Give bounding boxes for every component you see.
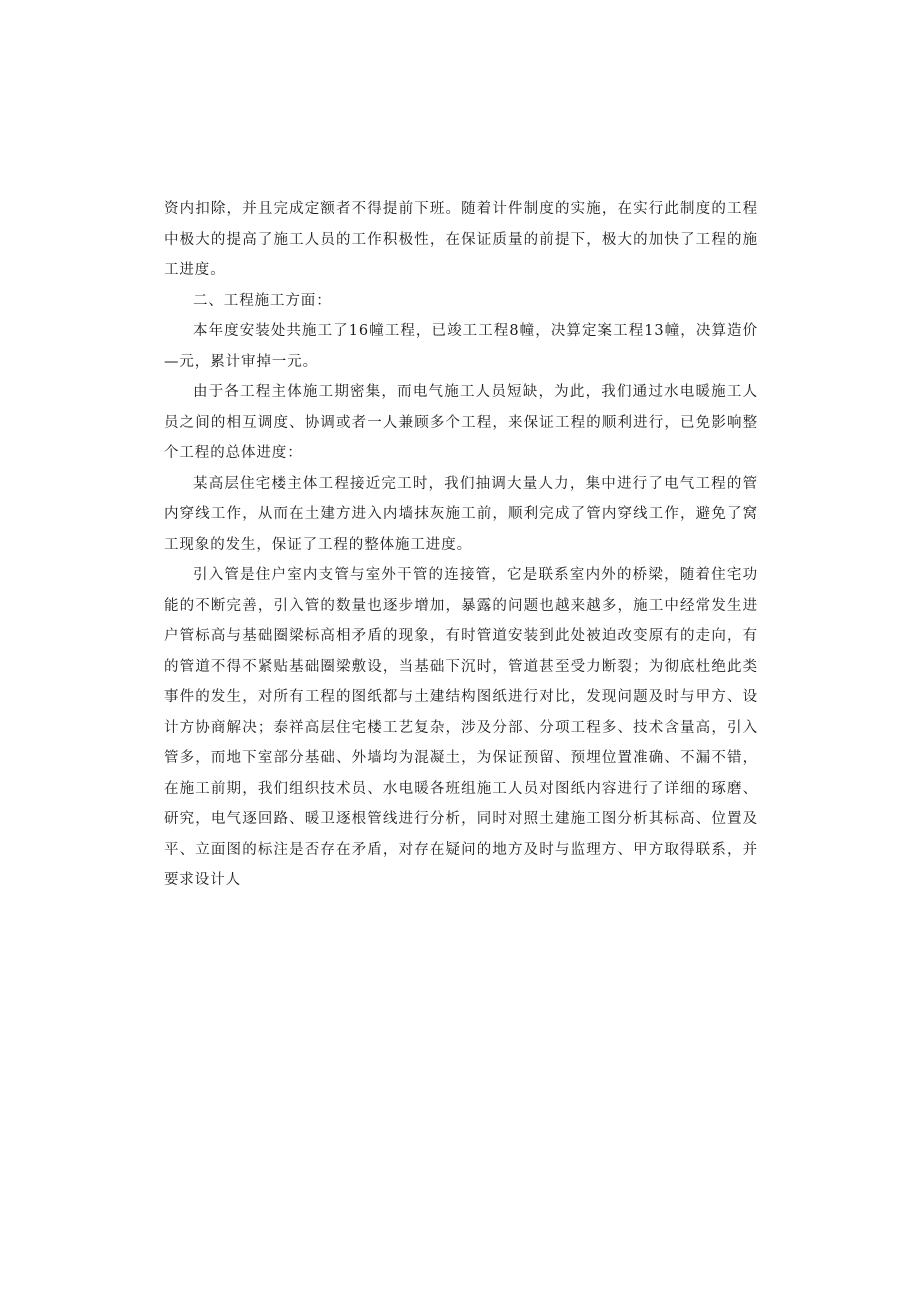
paragraph-staff-scheduling: 由于各工程主体施工期密集，而电气施工人员短缺，为此，我们通过水电暖施工人员之间的相互调度、协调或者一人兼顾多个工程，来保证工程的顺利进行，已免影响整个工程的总体进度： <box>164 384 758 461</box>
body-text <box>164 194 758 896</box>
section-heading-construction: 二、工程施工方面： <box>193 292 332 309</box>
paragraph-high-rise-wiring: 某高层住宅楼主体工程接近完工时，我们抽调大量人力，集中进行了电气工程的管内穿线工作，从而在土建方进入内墙抹灰施工前，顺利完成了管内穿线工作，避免了窝工现象的发生，保证了工程的整体施工进度。 <box>164 475 758 553</box>
paragraph-piecework-summary: 资内扣除，并且完成定额者不得提前下班。随着计件制度的实施，在实行此制度的工程中极大的提高了施工人员的工作积极性，在保证质量的前提下，极大的加快了工程的施工进度。 <box>164 201 758 278</box>
paragraph-annual-projects: 本年度安装处共施工了16幢工程，已竣工工程8幢，决算定案工程13幢，决算造价—元，累计审掉一元。 <box>164 323 758 370</box>
paragraph-inlet-pipes: 引入管是住户室内支管与室外干管的连接管，它是联系室内外的桥梁，随着住宅功能的不断完善，引入管的数量也逐步增加，暴露的问题也越来越多，施工中经常发生进户管标高与基础圈梁标高相矛盾的现象，有时管道安装到此处被迫改变原有的走向，有的管道不得不紧贴基础圈梁敷设，当基础下沉时，管道甚至受力断裂；为彻底杜绝此类事件的发生，对所有工程的图纸都与土建结构图纸进行对比，发现问题及时与甲方、设计方协商解决；泰祥高层住宅楼工艺复杂，涉及分部、分项工程多、技术含量高，引入管多，而地下室部分基础、外墙均为混凝土，为保证预留、预埋位置准确、不漏不错，在施工前期，我们组织技术员、水电暖各班组施工人员对图纸内容进行了详细的琢磨、研究，电气逐回路、暖卫逐根管线进行分析，同时对照土建施工图分析其标高、位置及平、立面图的标注是否存在矛盾，对存在疑问的地方及时与监理方、甲方取得联系，并要求设计人 <box>164 567 758 888</box>
